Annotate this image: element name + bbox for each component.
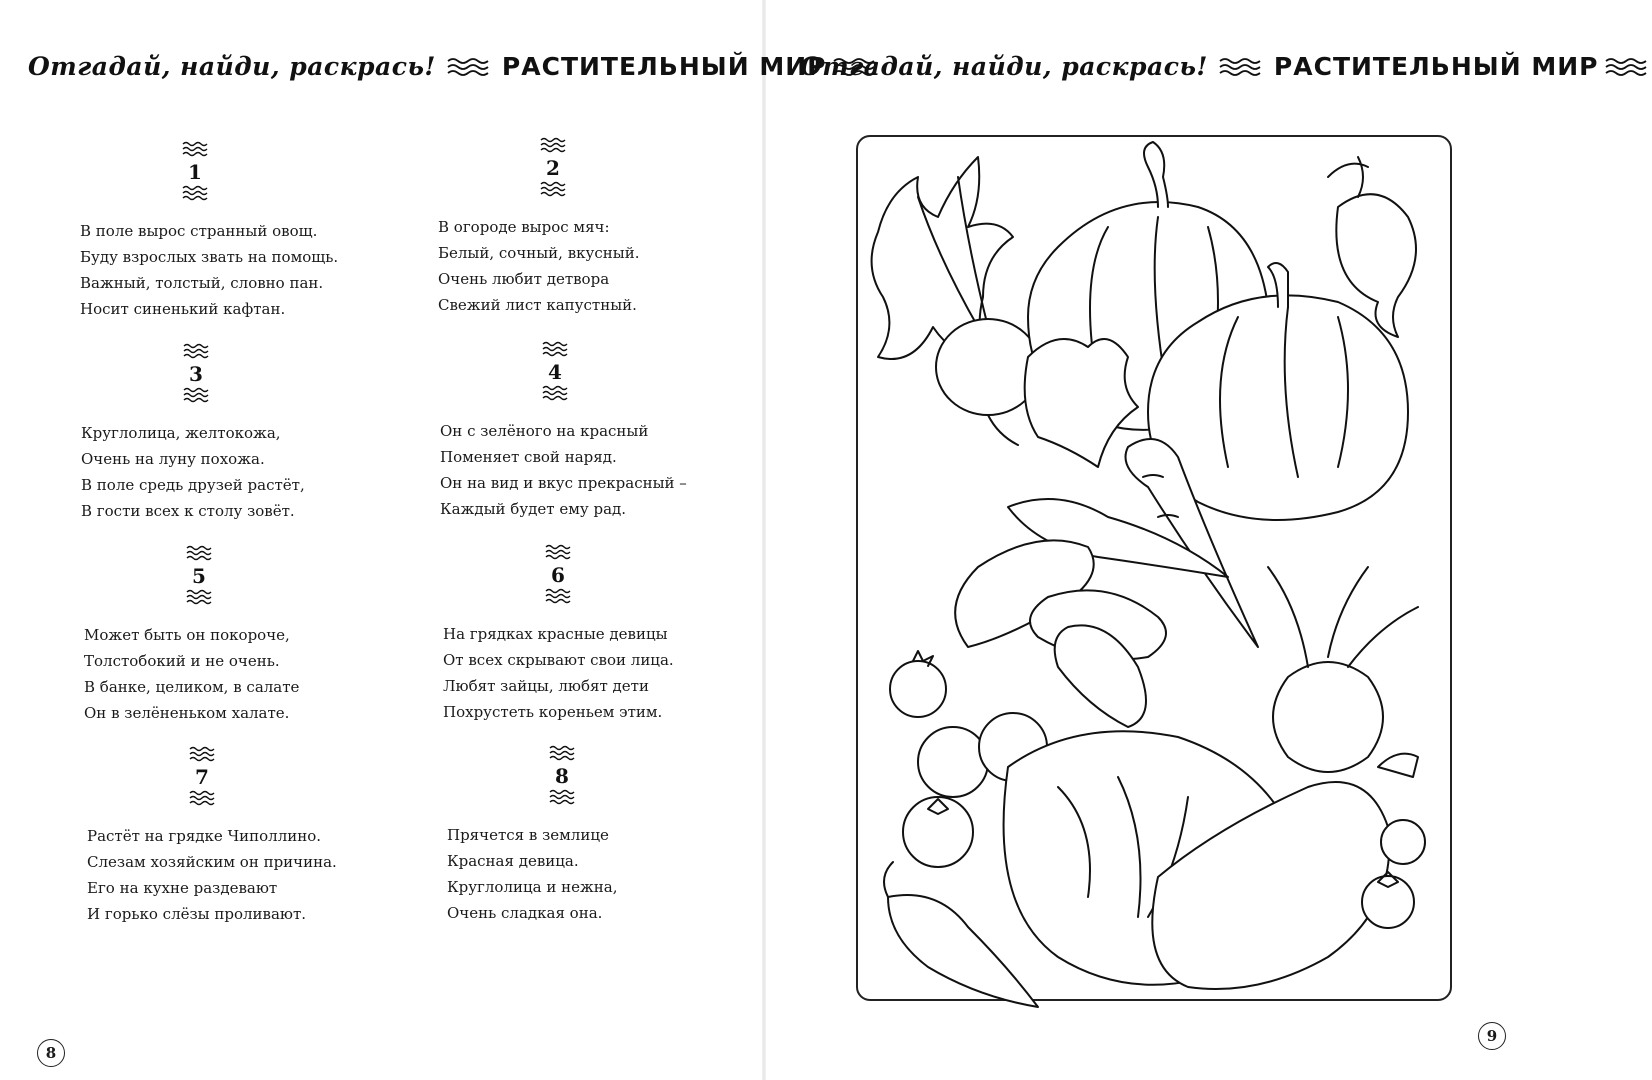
riddle-line: Круглолица и нежна, <box>447 878 618 896</box>
tomato <box>1362 876 1414 928</box>
wave-icon <box>543 543 573 559</box>
wave-icon <box>1604 56 1652 78</box>
riddle-line: Может быть он покороче, <box>84 626 290 644</box>
riddle-line: Прячется в землице <box>447 826 609 844</box>
riddle-number: 6 <box>551 563 565 587</box>
tomato <box>918 727 988 797</box>
riddle-line: Любят зайцы, любят дети <box>443 677 649 695</box>
riddle-line: Очень сладкая она. <box>447 904 603 922</box>
wave-icon <box>187 789 217 805</box>
riddle-6 <box>443 543 773 725</box>
riddle-line: Растёт на грядке Чиполлино. <box>87 827 322 845</box>
riddle-line: Буду взрослых звать на помощь. <box>80 248 339 266</box>
theme-title: РАСТИТЕЛЬНЫЙ МИР <box>501 52 827 81</box>
wave-icon <box>184 588 214 604</box>
wave-icon <box>181 342 211 358</box>
tomato <box>890 661 946 717</box>
riddle-line: Он с зелёного на красный <box>440 422 649 440</box>
riddle-line: Белый, сочный, вкусный. <box>438 244 640 262</box>
tomato <box>903 797 973 867</box>
series-title: Отгадай, найди, раскрась! <box>800 52 1208 81</box>
wave-icon <box>547 744 577 760</box>
riddle-number: 4 <box>548 360 562 384</box>
riddle-line: Слезам хозяйским он причина. <box>87 853 337 871</box>
riddle-line: Он на вид и вкус прекрасный – <box>440 474 687 492</box>
riddle-line: На грядках красные девицы <box>443 625 668 643</box>
riddle-line: Свежий лист капустный. <box>438 296 637 314</box>
riddle-line: Круглолица, желтокожа, <box>81 424 281 442</box>
riddle-number: 8 <box>555 764 569 788</box>
wave-icon <box>543 587 573 603</box>
wave-icon <box>538 180 568 196</box>
wave-icon <box>187 745 217 761</box>
riddle-number: 2 <box>546 156 560 180</box>
tomato <box>1381 820 1425 864</box>
wave-icon <box>538 136 568 152</box>
riddle-line: В банке, целиком, в салате <box>84 678 300 696</box>
riddle-number: 5 <box>192 564 206 588</box>
wave-icon <box>547 788 577 804</box>
wave-icon <box>540 340 570 356</box>
carrot-leaves <box>1025 339 1138 467</box>
riddle-2 <box>438 136 768 318</box>
riddle-line: И горько слёзы проливают. <box>87 905 307 923</box>
riddle-5 <box>84 544 414 726</box>
riddle-line: Его на кухне раздевают <box>87 879 278 897</box>
wave-icon <box>540 384 570 400</box>
riddle-line: Каждый будет ему рад. <box>440 500 627 518</box>
riddle-8 <box>447 744 777 926</box>
riddle-line: Очень любит детвора <box>438 270 610 288</box>
vegetables-illustration <box>858 137 1450 999</box>
page-number-left: 8 <box>37 1039 65 1067</box>
riddle-line: В огороде вырос мяч: <box>438 218 610 236</box>
riddle-1 <box>80 140 410 322</box>
wave-icon <box>180 140 210 156</box>
riddle-7 <box>87 745 417 927</box>
riddle-line: В поле вырос странный овощ. <box>80 222 318 240</box>
wave-icon <box>446 56 494 78</box>
wave-icon <box>181 386 211 402</box>
riddle-line: Важный, толстый, словно пан. <box>80 274 324 292</box>
series-title: Отгадай, найди, раскрась! <box>28 52 436 81</box>
riddle-number: 7 <box>195 765 209 789</box>
riddle-line: Он в зелёненьком халате. <box>84 704 290 722</box>
theme-title: РАСТИТЕЛЬНЫЙ МИР <box>1273 52 1599 81</box>
riddle-line: В поле средь друзей растёт, <box>81 476 305 494</box>
riddle-number: 1 <box>188 160 202 184</box>
riddle-4 <box>440 340 770 522</box>
riddle-line: Поменяет свой наряд. <box>440 448 617 466</box>
riddle-line: Похрустеть кореньем этим. <box>443 703 663 721</box>
onion <box>1273 662 1383 772</box>
riddle-line: Толстобокий и не очень. <box>84 652 280 670</box>
riddle-number: 3 <box>189 362 203 386</box>
wave-icon <box>1218 56 1266 78</box>
page-header-right <box>800 52 1652 81</box>
riddle-3 <box>81 342 411 524</box>
riddle-line: Носит синенький кафтан. <box>80 300 286 318</box>
wave-icon <box>184 544 214 560</box>
riddle-line: Очень на луну похожа. <box>81 450 265 468</box>
wave-icon <box>180 184 210 200</box>
riddle-line: В гости всех к столу зовёт. <box>81 502 295 520</box>
page-number-right: 9 <box>1478 1022 1506 1050</box>
riddle-line: От всех скрывают свои лица. <box>443 651 674 669</box>
right-page <box>768 0 1599 1080</box>
page-header-left <box>28 52 880 81</box>
vegetables-coloring-picture <box>856 135 1452 1001</box>
pepper <box>888 895 1038 1007</box>
riddle-line: Красная девица. <box>447 852 579 870</box>
